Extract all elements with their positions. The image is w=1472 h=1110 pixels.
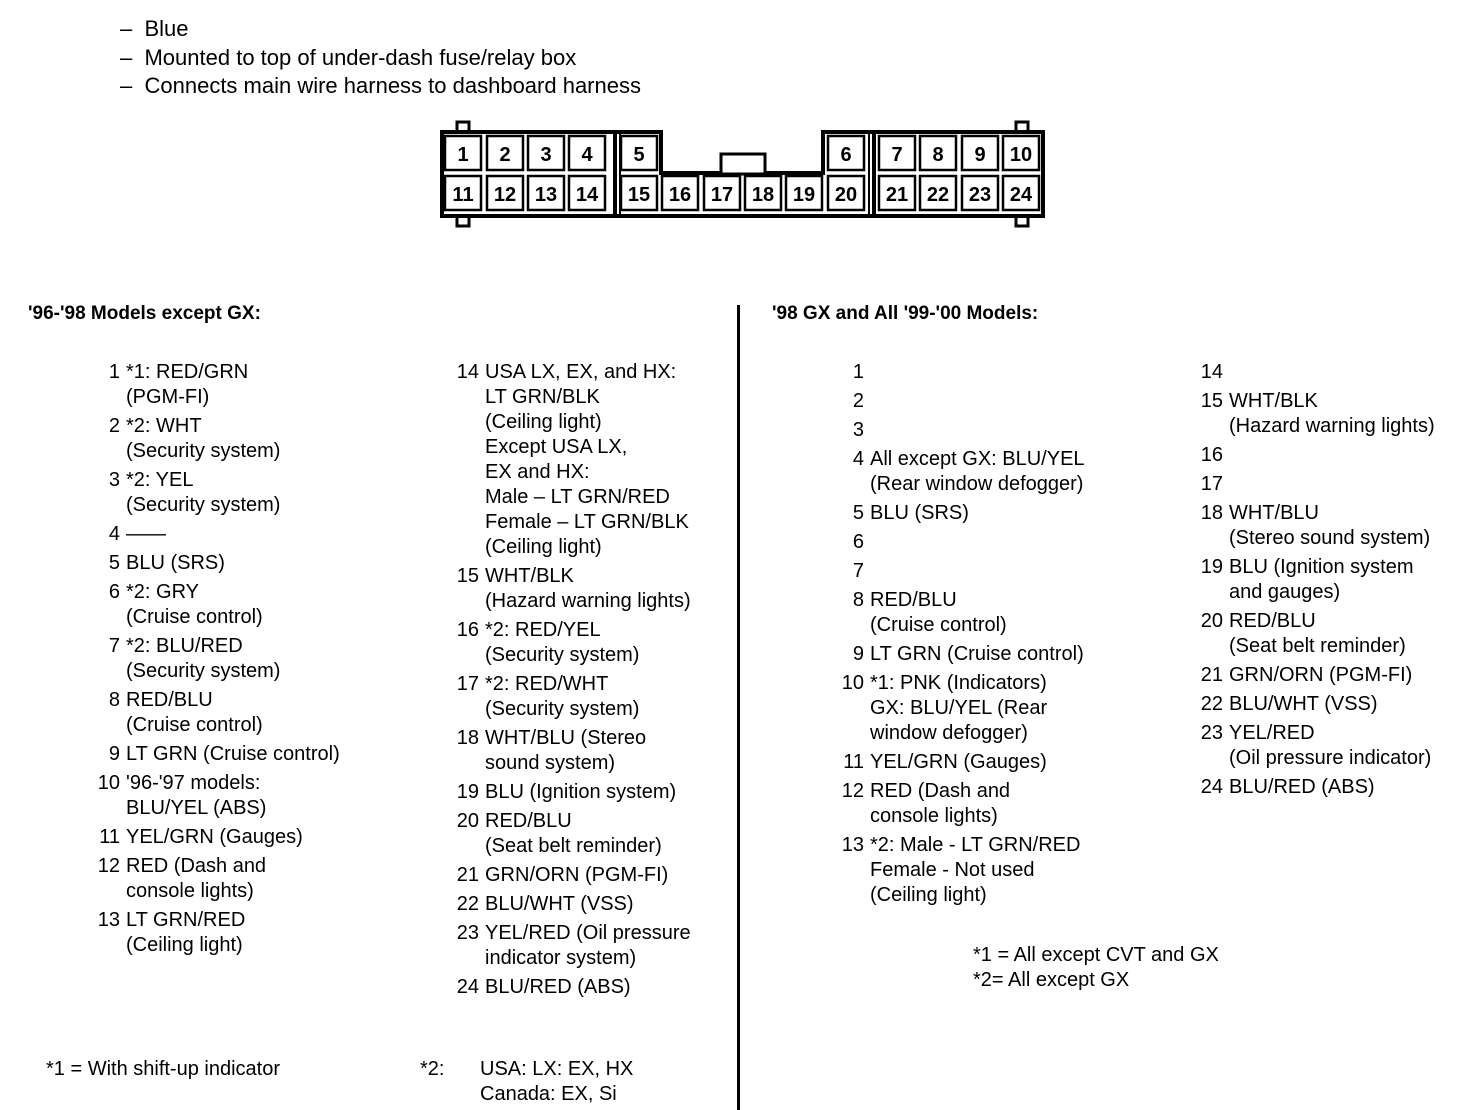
pin-description: RED/BLU (Seat belt reminder)	[1229, 610, 1406, 657]
pin-13: 13	[534, 184, 558, 206]
connector-diagram	[436, 118, 1050, 230]
left-pin-9	[108, 742, 340, 767]
pin-number: 12	[841, 780, 864, 802]
pin-number: 5	[852, 502, 864, 524]
pin-number: 16	[456, 619, 479, 641]
pin-number: 17	[1200, 473, 1223, 495]
pin-description: ——	[126, 523, 166, 545]
right-pin-23	[1200, 721, 1432, 771]
pin-14: 14	[575, 184, 599, 206]
pin-number: 9	[108, 743, 120, 765]
pin-description: *2: RED/WHT (Security system)	[485, 673, 640, 720]
right-pin-21	[1200, 663, 1413, 688]
pin-number: 19	[1200, 556, 1223, 578]
pin-description: RED/BLU (Cruise control)	[870, 589, 1007, 636]
pin-6: 6	[840, 144, 852, 166]
left-pin-13	[97, 908, 246, 958]
pin-19: 19	[792, 184, 816, 206]
pin-16: 16	[668, 184, 692, 206]
pin-description: YEL/RED (Oil pressure indicator)	[1229, 722, 1432, 769]
pin-description: RED/BLU (Seat belt reminder)	[485, 810, 662, 857]
pin-description: BLU/WHT (VSS)	[1229, 693, 1378, 715]
right-footnote-1: *1 = All except CVT and GX	[973, 944, 1219, 966]
pin-description: BLU/WHT (VSS)	[485, 893, 634, 915]
section-divider	[737, 305, 740, 1110]
pin-description: WHT/BLU (Stereo sound system)	[1229, 502, 1431, 549]
pin-description: *2: YEL (Security system)	[126, 469, 281, 516]
pin-number: 22	[1200, 693, 1223, 715]
pin-description: YEL/GRN (Gauges)	[126, 826, 303, 848]
pin-description: GRN/ORN (PGM-FI)	[1229, 664, 1413, 686]
pin-24: 24	[1009, 184, 1033, 206]
left-pin-5	[108, 551, 225, 576]
pin-number: 20	[1200, 610, 1223, 632]
pin-8: 8	[932, 144, 944, 166]
pin-description: BLU (Ignition system and gauges)	[1229, 556, 1414, 603]
right-pin-11	[843, 750, 1047, 775]
left-pin-3	[108, 468, 281, 518]
pin-description: BLU (SRS)	[870, 502, 969, 524]
pin-number: 22	[456, 893, 479, 915]
left-pin-17	[456, 672, 640, 722]
pin-description: BLU (SRS)	[126, 552, 225, 574]
pin-number: 19	[456, 781, 479, 803]
pin-4: 4	[581, 144, 593, 166]
pin-11: 11	[452, 184, 474, 206]
left-pin-4	[108, 522, 166, 547]
pin-description: WHT/BLK (Hazard warning lights)	[485, 565, 691, 612]
pin-description: WHT/BLK (Hazard warning lights)	[1229, 390, 1435, 437]
pin-description: YEL/GRN (Gauges)	[870, 751, 1047, 773]
pin-number: 10	[97, 772, 120, 794]
pin-number: 14	[456, 361, 479, 383]
right-pin-19	[1200, 555, 1414, 605]
pin-description: LT GRN (Cruise control)	[126, 743, 340, 765]
pin-number: 13	[841, 834, 864, 856]
right-pin-15	[1200, 389, 1435, 439]
pin-number: 4	[852, 448, 864, 470]
bullet-connects: – Connects main wire harness to dashboard harness	[120, 73, 641, 98]
left-pin-11	[99, 825, 303, 850]
pin-number: 8	[108, 689, 120, 711]
pin-description: All except GX: BLU/YEL (Rear window defogger)	[870, 448, 1085, 495]
left-pin-6	[108, 580, 263, 630]
pin-number: 15	[1200, 390, 1223, 412]
left-pin-21	[456, 863, 669, 888]
pin-23: 23	[968, 184, 992, 206]
right-pin-22	[1200, 692, 1378, 717]
right-pin-20	[1200, 609, 1406, 659]
right-pin-5	[852, 501, 969, 526]
pin-number: 21	[456, 864, 479, 886]
pin-description: GRN/ORN (PGM-FI)	[485, 864, 669, 886]
pin-12: 12	[493, 184, 517, 206]
pin-number: 16	[1200, 444, 1223, 466]
pin-number: 8	[852, 589, 864, 611]
pin-number: 3	[108, 469, 120, 491]
pin-number: 17	[456, 673, 479, 695]
right-pin-24	[1200, 775, 1375, 800]
pin-description: '96-'97 models: BLU/YEL (ABS)	[126, 772, 267, 819]
pin-15: 15	[627, 184, 651, 206]
pin-number: 1	[108, 361, 120, 383]
pin-number: 21	[1200, 664, 1223, 686]
right-pin-4	[852, 447, 1085, 497]
pin-description: *1: PNK (Indicators) GX: BLU/YEL (Rear window defogger)	[870, 672, 1048, 744]
pin-description: USA LX, EX, and HX: LT GRN/BLK (Ceiling light) Except USA LX, EX and HX: Male – LT GRN/RED Female – LT GRN/BLK (Ceiling light)	[485, 361, 689, 558]
left-pin-10	[97, 771, 267, 821]
pin-number: 6	[108, 581, 120, 603]
pin-description: BLU (Ignition system)	[485, 781, 677, 803]
left-section-heading: '96-'98 Models except GX:	[28, 303, 261, 324]
pin-number: 23	[456, 922, 479, 944]
pin-number: 11	[99, 826, 120, 848]
pin-number: 2	[852, 390, 864, 412]
left-pin-12	[97, 854, 267, 904]
right-pin-18	[1200, 501, 1431, 551]
pin-number: 3	[852, 419, 864, 441]
pin-number: 24	[456, 976, 479, 998]
pin-number: 18	[456, 727, 479, 749]
pin-description: RED/BLU (Cruise control)	[126, 689, 263, 736]
pin-number: 2	[108, 415, 120, 437]
pin-number: 7	[852, 560, 864, 582]
pin-number: 5	[108, 552, 120, 574]
pin-9: 9	[974, 144, 986, 166]
pin-number: 1	[852, 361, 864, 383]
right-pin-9	[852, 642, 1084, 667]
pin-2: 2	[499, 144, 511, 166]
right-pin-13	[841, 833, 1081, 908]
pin-number: 11	[843, 751, 864, 773]
left-pin-8	[108, 688, 263, 738]
pin-number: 24	[1200, 776, 1223, 798]
pin-number: 6	[852, 531, 864, 553]
right-pin-10	[841, 671, 1048, 746]
pin-number: 23	[1200, 722, 1223, 744]
pin-number: 18	[1200, 502, 1223, 524]
left-pin-23	[456, 921, 691, 971]
pin-description: RED (Dash and console lights)	[870, 780, 1011, 827]
bullet-color: – Blue	[120, 16, 189, 41]
pin-10: 10	[1009, 144, 1033, 166]
pin-7: 7	[891, 144, 903, 166]
left-footnote-2-text: USA: LX: EX, HX Canada: EX, Si	[480, 1058, 634, 1105]
pin-description: LT GRN/RED (Ceiling light)	[126, 909, 246, 956]
pin-description: *2: RED/YEL (Security system)	[485, 619, 640, 666]
left-pin-20	[456, 809, 662, 859]
left-pin-18	[456, 726, 647, 776]
left-pin-7	[108, 634, 281, 684]
left-pin-15	[456, 564, 691, 614]
pin-22: 22	[926, 184, 950, 206]
left-footnote-1: *1 = With shift-up indicator	[46, 1058, 280, 1080]
left-pin-19	[456, 780, 677, 805]
pin-5: 5	[633, 144, 645, 166]
pin-number: 20	[456, 810, 479, 832]
pin-1: 1	[457, 144, 469, 166]
pin-description: BLU/RED (ABS)	[485, 976, 631, 998]
pin-number: 15	[456, 565, 479, 587]
left-pin-2	[108, 414, 281, 464]
pin-20: 20	[834, 184, 858, 206]
pin-description: *2: GRY (Cruise control)	[126, 581, 263, 628]
pin-description: YEL/RED (Oil pressure indicator system)	[485, 922, 691, 969]
pin-18: 18	[751, 184, 775, 206]
right-footnote-2: *2= All except GX	[973, 969, 1130, 991]
pin-17: 17	[710, 184, 734, 206]
left-footnote-2-label: *2:	[420, 1058, 445, 1080]
pin-number: 12	[97, 855, 120, 877]
pin-description: *2: BLU/RED (Security system)	[126, 635, 281, 682]
pin-3: 3	[540, 144, 552, 166]
left-pin-14	[456, 360, 689, 560]
left-pin-1	[108, 360, 249, 410]
pin-21: 21	[885, 184, 909, 206]
pin-number: 9	[852, 643, 864, 665]
left-pin-24	[456, 975, 631, 1000]
pin-description: *2: WHT (Security system)	[126, 415, 281, 462]
left-pin-22	[456, 892, 634, 917]
right-pin-8	[852, 588, 1007, 638]
pin-description: RED (Dash and console lights)	[126, 855, 267, 902]
pin-description: *2: Male - LT GRN/RED Female - Not used (Ceiling light)	[870, 834, 1081, 906]
pin-description: WHT/BLU (Stereo sound system)	[485, 727, 647, 774]
pin-description: *1: RED/GRN (PGM-FI)	[126, 361, 249, 408]
bullet-mounting: – Mounted to top of under-dash fuse/relay box	[120, 45, 577, 70]
connector-latch	[721, 154, 765, 174]
pin-description: BLU/RED (ABS)	[1229, 776, 1375, 798]
right-pin-12	[841, 779, 1011, 829]
pin-number: 14	[1200, 361, 1223, 383]
right-section-heading: '98 GX and All '99-'00 Models:	[772, 303, 1039, 324]
pin-number: 10	[841, 672, 864, 694]
pin-number: 4	[108, 523, 120, 545]
left-pin-16	[456, 618, 640, 668]
pin-description: LT GRN (Cruise control)	[870, 643, 1084, 665]
pin-number: 7	[108, 635, 120, 657]
pin-number: 13	[97, 909, 120, 931]
